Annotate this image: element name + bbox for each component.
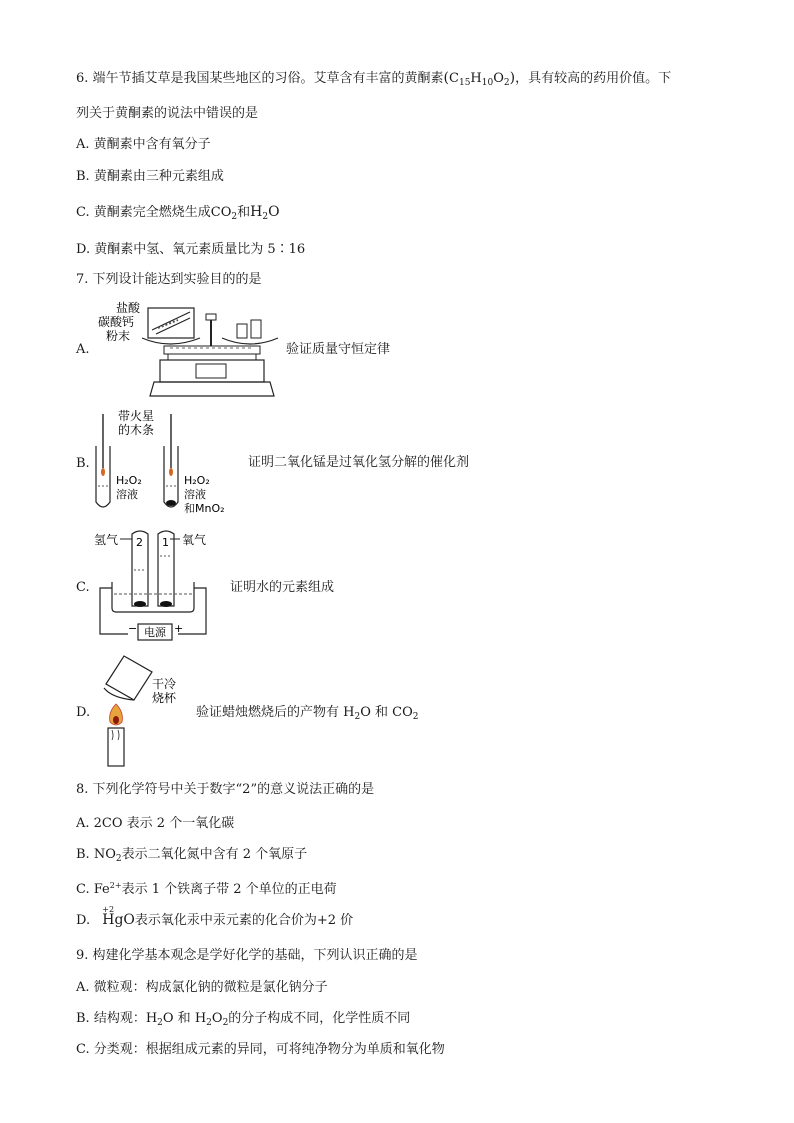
q9-option-b-mid2: O bbox=[211, 1011, 223, 1026]
electrolysis-figure bbox=[92, 528, 216, 642]
hcl-label: 盐酸 bbox=[116, 301, 141, 315]
co2-sub: 2 bbox=[231, 212, 238, 222]
co2-formula: CO bbox=[210, 205, 232, 220]
formula-o-sub: 2 bbox=[503, 78, 510, 88]
h2o-o: O bbox=[268, 204, 280, 220]
q7-a-desc: 验证质量守恒定律 bbox=[286, 342, 391, 357]
formula-h-sub: 10 bbox=[481, 78, 494, 88]
hgo-with-valence bbox=[102, 905, 135, 931]
q8-option-b bbox=[76, 845, 307, 869]
q9-option-b-pre: B. 结构观：H bbox=[76, 1011, 158, 1026]
candle-figure bbox=[94, 650, 194, 770]
minus-label: − bbox=[128, 622, 138, 635]
splint-label2: 的木条 bbox=[118, 423, 155, 437]
formula-c: C bbox=[449, 71, 459, 86]
q8-option-d bbox=[76, 905, 354, 931]
caco3-label: 碳酸钙 bbox=[98, 315, 135, 329]
beaker-label: 烧杯 bbox=[152, 691, 177, 705]
oxygen-label: 氧气 bbox=[182, 533, 207, 547]
formula-c-sub: 15 bbox=[458, 78, 471, 88]
q9-stem: 9. 构建化学基本观念是学好化学的基础，下列认识正确的是 bbox=[76, 948, 418, 963]
q9-option-b bbox=[76, 1009, 410, 1033]
formula-o: O bbox=[493, 71, 504, 86]
valence-mark: +2 bbox=[102, 905, 115, 914]
q7-c-desc: 证明水的元素组成 bbox=[230, 580, 335, 595]
q8-option-c-sup: 2+ bbox=[109, 881, 122, 890]
q6-option-d: D. 黄酮素中氢、氧元素质量比为 5∶16 bbox=[76, 242, 306, 257]
balance-figure bbox=[92, 298, 282, 400]
hydrogen-label: 氢气 bbox=[94, 533, 119, 547]
q7-a-label: A. bbox=[76, 342, 90, 357]
powder-label: 粉末 bbox=[106, 329, 131, 343]
formula-paren-open: ( bbox=[443, 70, 450, 86]
formula-paren-close: ) bbox=[509, 70, 516, 86]
q7-d-desc-pre: 验证蜡烛燃烧后的产物有 H bbox=[196, 705, 355, 720]
tube-2-label: 2 bbox=[136, 536, 143, 549]
and-text: 和 bbox=[237, 205, 251, 220]
q7-stem: 7. 下列设计能达到实验目的的是 bbox=[76, 272, 262, 287]
q8-option-d-post: 表示氧化汞中汞元素的化合价为+2 价 bbox=[134, 913, 354, 928]
hgo-formula: HgO bbox=[102, 912, 135, 928]
q6-formula bbox=[444, 71, 516, 86]
right-tube-label2: 溶液 bbox=[184, 488, 206, 501]
q7-b-label: B. bbox=[76, 456, 90, 471]
q8-option-c bbox=[76, 876, 337, 900]
q7-d-label: D. bbox=[76, 705, 91, 720]
q8-option-b-sub: 2 bbox=[115, 854, 122, 864]
q9-option-a: A. 微粒观：构成氯化钠的微粒是氯化钠分子 bbox=[76, 980, 328, 995]
q6-option-c bbox=[76, 202, 280, 227]
right-tube-label3: 和MnO₂ bbox=[184, 502, 225, 515]
q7-d-sub1: 2 bbox=[354, 712, 361, 722]
q6-stem-line1 bbox=[76, 68, 671, 93]
q6-option-a: A. 黄酮素中含有氧分子 bbox=[76, 137, 211, 152]
q7-d-desc bbox=[196, 703, 418, 727]
q6-option-b: B. 黄酮素由三种元素组成 bbox=[76, 169, 224, 184]
q7-d-sub2: 2 bbox=[412, 712, 419, 722]
q9-option-b-mid: O 和 H bbox=[162, 1011, 207, 1026]
test-tube-figure bbox=[90, 406, 250, 518]
q6-stem-post: ，具有较高的药用价值。下 bbox=[515, 71, 672, 86]
q7-c-label: C. bbox=[76, 580, 90, 595]
h2o-h: H bbox=[250, 204, 263, 220]
q6-option-c-text: C. 黄酮素完全燃烧生成 bbox=[76, 205, 211, 220]
plus-label: + bbox=[174, 622, 184, 635]
left-tube-label2: 溶液 bbox=[116, 488, 138, 501]
q8-option-c-post: 表示 1 个铁离子带 2 个单位的正电荷 bbox=[121, 882, 337, 897]
q9-sub1: 2 bbox=[157, 1018, 163, 1028]
q9-sub3: 2 bbox=[222, 1018, 229, 1028]
q6-stem-text: 6. 端午节插艾草是我国某些地区的习俗。艾草含有丰富的黄酮素 bbox=[76, 71, 444, 86]
q8-option-a: A. 2CO 表示 2 个一氧化碳 bbox=[76, 816, 235, 831]
q8-option-b-post: 表示二氧化氮中含有 2 个氧原子 bbox=[121, 847, 308, 862]
formula-h: H bbox=[470, 71, 482, 86]
h2o-sub: 2 bbox=[262, 212, 269, 222]
q8-option-c-pre: C. Fe bbox=[76, 882, 110, 897]
q9-sub2: 2 bbox=[206, 1018, 212, 1028]
q6-stem-line2: 列关于黄酮素的说法中错误的是 bbox=[76, 106, 259, 121]
power-label: 电源 bbox=[144, 626, 166, 639]
q9-option-b-post: 的分子构成不同，化学性质不同 bbox=[228, 1011, 411, 1026]
q9-option-c: C. 分类观：根据组成元素的异同，可将纯净物分为单质和氧化物 bbox=[76, 1042, 445, 1057]
splint-label1: 带火星 bbox=[118, 409, 155, 423]
q8-option-b-pre: B. NO bbox=[76, 847, 116, 862]
q8-option-d-label: D. bbox=[76, 913, 91, 928]
q7-d-desc-mid: O 和 CO bbox=[360, 705, 413, 720]
left-tube-label1: H₂O₂ bbox=[116, 474, 142, 487]
tube-1-label: 1 bbox=[162, 536, 169, 549]
dry-cold-label: 干冷 bbox=[152, 677, 177, 691]
q8-stem: 8. 下列化学符号中关于数字“2”的意义说法正确的是 bbox=[76, 782, 375, 797]
right-tube-label1: H₂O₂ bbox=[184, 474, 210, 487]
q7-b-desc: 证明二氧化锰是过氧化氢分解的催化剂 bbox=[248, 455, 470, 470]
